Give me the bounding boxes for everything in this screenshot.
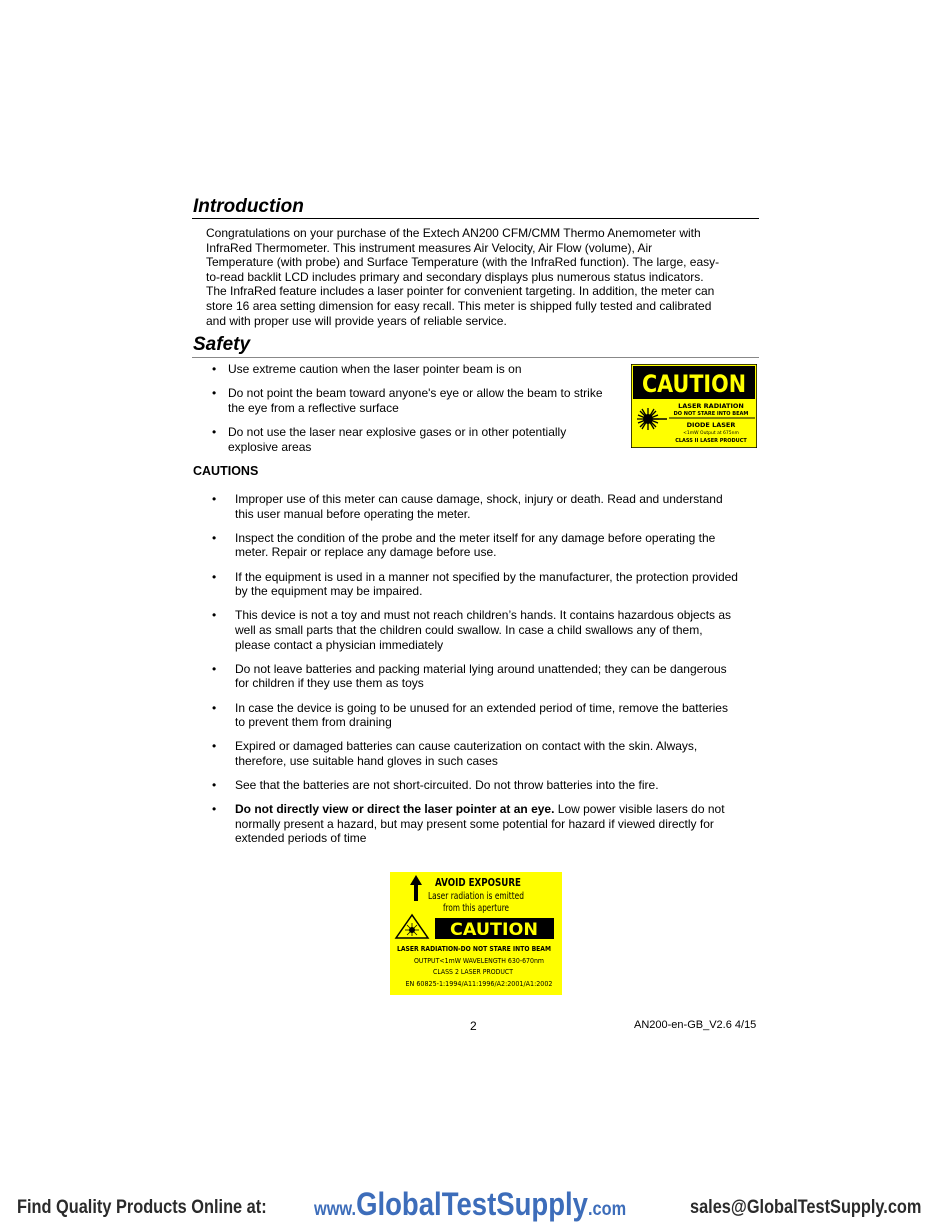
caution-label-2-line: OUTPUT<1mW WAVELENGTH 630-670nm	[414, 957, 545, 965]
intro-line: Congratulations on your purchase of the Extech AN200 CFM/CMM Thermo Anemometer with	[206, 226, 701, 240]
caution-item: • This device is not a toy and must not reach children’s hands. It contains hazardous objects as well as small parts that the children could swallow. In case a child swallows any of them, please contact a physician immediately	[212, 608, 758, 652]
intro-line: Temperature (with probe) and Surface Temperature (with the InfraRed function). The large, easy-	[206, 255, 720, 270]
intro-line: store 16 area setting dimension for easy recall. This meter is shipped fully tested and calibrated	[206, 298, 712, 313]
caution-item: • See that the batteries are not short-circuited. Do not throw batteries into the fire.	[212, 778, 758, 793]
intro-line: InfraRed Thermometer. This instrument measures Air Velocity, Air Flow (volume), Air	[206, 240, 653, 255]
caution-line: normally present a hazard, but may present some potential for hazard if viewed directly for	[235, 816, 714, 831]
footer-site-name: GlobalTestSupply	[356, 1186, 588, 1222]
caution-label-2-line: EN 60825-1:1994/A11:1996/A2:2001/A1:2002	[405, 980, 553, 988]
caution-line	[235, 802, 758, 817]
safety-item: • Do not point the beam toward anyone's eye or allow the beam to strike the eye from a reflective surface	[212, 386, 612, 415]
caution-line: this user manual before operating the meter.	[235, 506, 471, 521]
caution-line: to prevent them from draining	[235, 715, 392, 730]
safety-item-line: the eye from a reflective surface	[228, 400, 399, 415]
safety-item: • Use extreme caution when the laser pointer beam is on	[212, 362, 612, 377]
caution-label-2-line: CLASS 2 LASER PRODUCT	[433, 968, 514, 976]
caution-line: for children if they use them as toys	[235, 676, 424, 691]
safety-list	[212, 362, 612, 464]
caution-label-title: CAUTION	[642, 370, 746, 398]
safety-item-line: Use extreme caution when the laser pointer beam is on	[228, 362, 522, 376]
caution-label-image	[631, 364, 757, 448]
caution-item: • Inspect the condition of the probe and the meter itself for any damage before operating the meter. Repair or replace any damage before use.	[212, 531, 758, 560]
cautions-list	[212, 492, 758, 856]
page-number: 2	[470, 1019, 477, 1033]
aperture-text: from this aperture	[443, 903, 509, 914]
caution-item: • Do not directly view or direct the laser pointer at an eye. Low power visible lasers do not normally present a hazard, but may present some potential for hazard if viewed directly for extended periods of time	[212, 802, 758, 846]
avoid-exposure-label-image	[390, 872, 562, 995]
caution-line: Do not leave batteries and packing material lying around unattended; they can be dangerous	[235, 661, 727, 676]
footer-www: www.	[314, 1199, 357, 1220]
caution-item: • Improper use of this meter can cause damage, shock, injury or death. Read and understand this user manual before operating the meter.	[212, 492, 758, 521]
avoid-exposure-text: AVOID EXPOSURE	[435, 877, 521, 889]
caution-label-line: DO NOT STARE INTO BEAM	[673, 411, 749, 417]
safety-item: • Do not use the laser near explosive gases or in other potentially explosive areas	[212, 425, 612, 454]
caution-line: extended periods of time	[235, 831, 367, 846]
footer-tagline: Find Quality Products Online at:	[17, 1197, 267, 1218]
safety-item-line: Do not point the beam toward anyone's eye or allow the beam to strike	[228, 386, 603, 401]
caution-line: meter. Repair or replace any damage before use.	[235, 545, 497, 560]
introduction-heading: Introduction	[192, 196, 759, 219]
caution-label-2-title: CAUTION	[450, 920, 538, 940]
caution-line: therefore, use suitable hand gloves in such cases	[235, 753, 498, 768]
caution-label-line: <1mW Output at 675nm	[683, 431, 739, 436]
caution-bold-text: Do not directly view or direct the laser pointer at an eye.	[235, 802, 555, 817]
caution-label-2-line: LASER RADIATION-DO NOT STARE INTO BEAM	[397, 945, 552, 953]
caution-line: well as small parts that the children could swallow. In case a child swallows any of them,	[235, 622, 703, 637]
caution-item: • If the equipment is used in a manner not specified by the manufacturer, the protection provided by the equipment may be impaired.	[212, 570, 758, 599]
caution-item: • Do not leave batteries and packing material lying around unattended; they can be dangerous for children if they use them as toys	[212, 662, 758, 691]
safety-heading: Safety	[192, 334, 759, 358]
caution-line: Expired or damaged batteries can cause cauterization on contact with the skin. Always,	[235, 739, 698, 754]
caution-line: If the equipment is used in a manner not specified by the manufacturer, the protection provided	[235, 569, 738, 584]
aperture-text: Laser radiation is emitted	[428, 891, 524, 902]
caution-line: please contact a physician immediately	[235, 637, 444, 652]
caution-label-line: CLASS II LASER PRODUCT	[675, 438, 747, 444]
intro-line: The InfraRed feature includes a laser pointer for convenient targeting. In addition, the meter can	[206, 284, 715, 299]
footer-website-link[interactable]	[314, 1186, 626, 1223]
footer-com: .com	[587, 1199, 627, 1220]
caution-line-rest: Low power visible lasers do not	[554, 802, 725, 817]
caution-item: • In case the device is going to be unused for an extended period of time, remove the batteries to prevent them from draining	[212, 701, 758, 730]
caution-line: Improper use of this meter can cause damage, shock, injury or death. Read and understand	[235, 492, 723, 506]
caution-label-line: DIODE LASER	[686, 421, 736, 429]
safety-item-line: Do not use the laser near explosive gases or in other potentially	[228, 424, 567, 439]
caution-item: • Expired or damaged batteries can cause cauterization on contact with the skin. Always, therefore, use suitable hand gloves in such cases	[212, 739, 758, 768]
document-code: AN200-en-GB_V2.6 4/15	[634, 1019, 757, 1031]
footer-email-link[interactable]: sales@GlobalTestSupply.com	[690, 1197, 922, 1218]
intro-line: and with proper use will provide years of reliable service.	[206, 313, 507, 328]
caution-line: In case the device is going to be unused for an extended period of time, remove the batteries	[235, 700, 728, 715]
intro-line: to-read backlit LCD includes primary and secondary displays plus numerous status indicators.	[206, 269, 704, 284]
caution-label-line: LASER RADIATION	[678, 402, 744, 410]
introduction-paragraph	[206, 226, 746, 328]
caution-line: See that the batteries are not short-circuited. Do not throw batteries into the fire.	[235, 778, 659, 793]
cautions-title: CAUTIONS	[193, 464, 259, 478]
safety-item-line: explosive areas	[228, 439, 312, 454]
caution-line: This device is not a toy and must not reach children’s hands. It contains hazardous objects as	[235, 608, 732, 623]
caution-line: by the equipment may be impaired.	[235, 584, 423, 599]
caution-line: Inspect the condition of the probe and the meter itself for any damage before operating the	[235, 530, 716, 545]
